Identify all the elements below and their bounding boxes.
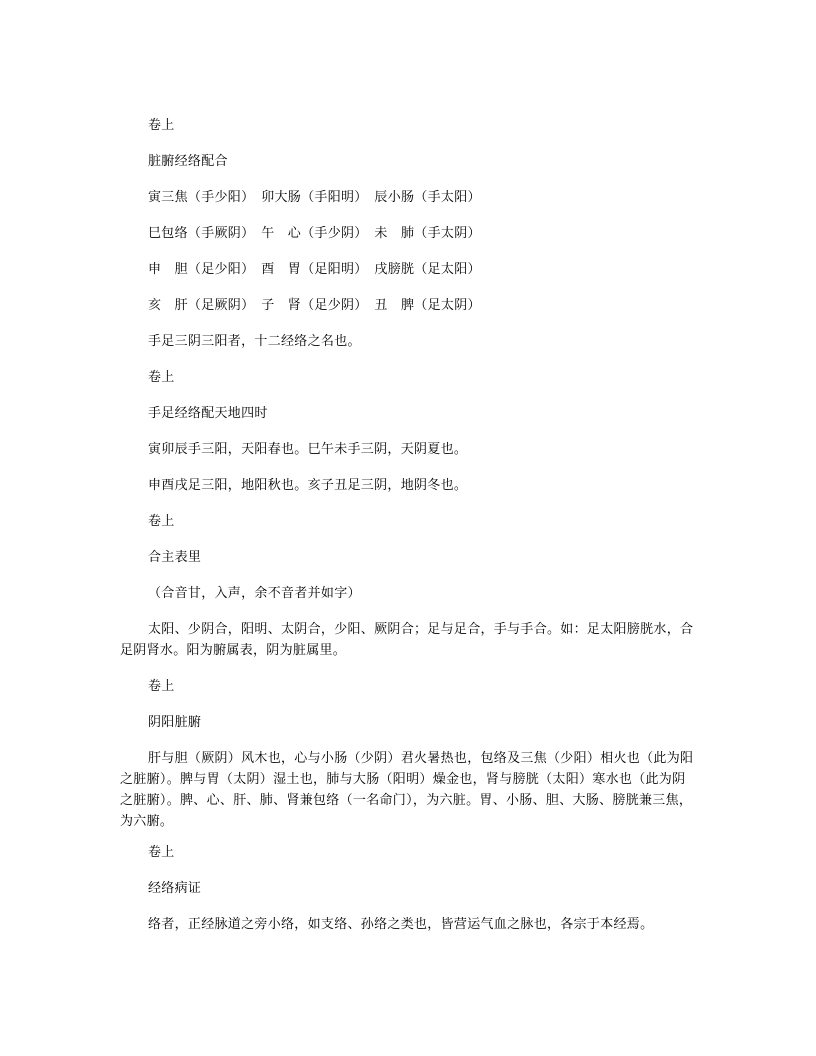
body-paragraph: 巳包络（手厥阴） 午 心（手少阴） 未 肺（手太阴） xyxy=(148,226,481,241)
section-title: 合主表里 xyxy=(148,550,202,565)
section-title: 经络病证 xyxy=(148,881,202,896)
body-paragraph: 肝与胆（厥阴）风木也，心与小肠（少阴）君火暑热也，包络及三焦（少阳）相火也（此为阳之脏腑）。脾与胃（太阴）湿土也，肺与大肠（阳明）燥金也，肾与膀胱（太阳）寒水也（此为阴之脏腑）。脾、心、肝、肺、肾兼包络（一名命门），为六脏。胃、小肠、胆、大肠、膀胱兼三焦，为六腑。 xyxy=(120,751,694,829)
body-paragraph: 寅三焦（手少阳） 卯大肠（手阳明） 辰小肠（手太阳） xyxy=(148,190,481,205)
section-title: 阴阳脏腑 xyxy=(148,715,202,730)
body-paragraph: 亥 肝（足厥阴） 子 肾（足少阴） 丑 脾（足太阴） xyxy=(148,298,481,313)
section-heading: 卷上 xyxy=(148,845,175,860)
section-heading: 卷上 xyxy=(148,514,175,529)
annotation-note: （合音甘，入声，余不音者并如字） xyxy=(148,586,361,601)
section-heading: 卷上 xyxy=(148,679,175,694)
body-paragraph: 申酉戌足三阳，地阳秋也。亥子丑足三阴，地阴冬也。 xyxy=(148,478,468,493)
section-heading: 卷上 xyxy=(148,118,175,133)
body-paragraph: 手足三阴三阳者，十二经络之名也。 xyxy=(148,334,361,349)
body-paragraph: 太阳、少阴合，阳明、太阴合，少阳、厥阴合；足与足合，手与手合。如：足太阳膀胱水，合足阴肾水。阳为腑属表，阴为脏属里。 xyxy=(120,622,694,658)
section-title: 脏腑经络配合 xyxy=(148,154,228,169)
body-paragraph: 申 胆（足少阳） 酉 胃（足阳明） 戌膀胱（足太阳） xyxy=(148,262,481,277)
body-paragraph: 络者，正经脉道之旁小络，如支络、孙络之类也，皆营运气血之脉也，各宗于本经焉。 xyxy=(148,917,654,932)
section-title: 手足经络配天地四时 xyxy=(148,406,268,421)
body-paragraph: 寅卯辰手三阳，天阳春也。巳午未手三阴，天阴夏也。 xyxy=(148,442,468,457)
section-heading: 卷上 xyxy=(148,370,175,385)
